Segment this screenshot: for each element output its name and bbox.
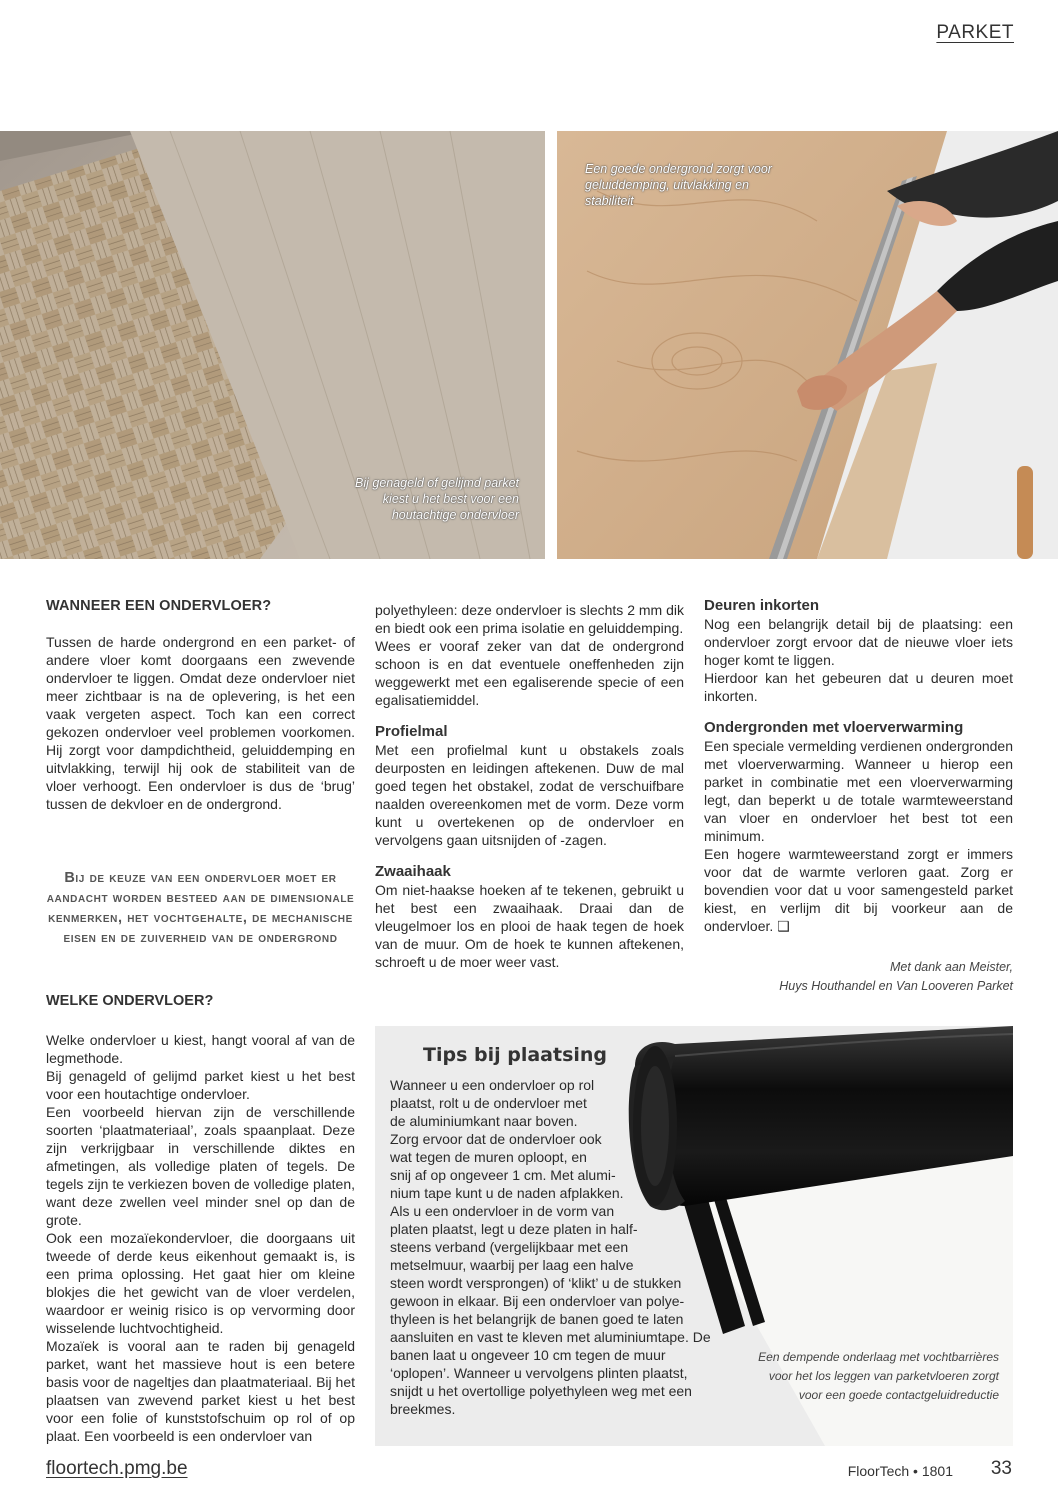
heading-welke: WELKE ONDERVLOER?	[46, 993, 214, 1009]
tips-line: metselmuur, waarbij per laag een halve	[390, 1257, 634, 1273]
tips-line: Zorg ervoor dat de ondervloer ook	[390, 1131, 602, 1147]
heading-wanneer: WANNEER EEN ONDERVLOER?	[46, 598, 272, 614]
acknowledgement	[779, 958, 1013, 996]
paragraph: Mozaïek is vooral aan te raden bij genageld parket, want het massieve hout is een betere basis voor de nageltjes dan plaatmateriaal. Bij het plaatsen van zwevend parket kiest u het best voor een folie of kunststofschuim op rol of op plaat. Een voorbeeld is een ondervloer van	[46, 1338, 355, 1444]
tips-line: Als u een ondervloer in de vorm van	[390, 1203, 615, 1219]
section-tag: PARKET	[936, 22, 1014, 43]
paragraph: Ook een mozaïekondervloer, die doorgaans uit tweede of derde keus eikenhout gemaakt is, is een prima oplossing. Het gaat hier om kleine blokjes die het gewicht van de vloer verdelen, waardoor er weinig risico is op vervorming door wisselende luchtvochtigheid.	[46, 1230, 355, 1336]
paragraph: Bij genageld of gelijmd parket kiest u het best voor een houtachtige ondervloer.	[46, 1068, 355, 1102]
paragraph-deuren-2: Hierdoor kan het gebeuren dat u deuren moet inkorten.	[704, 670, 1013, 704]
paragraph: Een voorbeeld hiervan zijn de verschillende soorten ‘plaatmateriaal’, zoals spaanplaat. Deze zijn verkrijgbaar in verschillende diktes en afmetingen, als volledige platen of tegels. De tegels zijn te verkiezen boven de volledige platen, want deze zwellen veel minder snel op dan de grote.	[46, 1104, 355, 1228]
tips-text	[390, 1076, 711, 1418]
paragraph-profielmal: Met een profielmal kunt u obstakels zoals deurposten en leidingen aftekenen. Duw de mal goed tegen het obstakel, zodat de verschuifbare naalden overeenkomen met de vorm. Deze vorm kunt u overtekenen op de ondervloer en vervolgens gaan uitsnijden of -zagen.	[375, 742, 684, 848]
roll-caption-line: voor een goede contactgeluidreductie	[798, 1388, 999, 1402]
paragraph-vloerverwarming: Een speciale vermelding verdienen ondergronden met vloerverwarming. Wanneer u hierop een parket in combinatie met een vloerverwarming legt, dan beperkt u de totale warmteweerstand van vloer en ondervloer het best tot een minimum.	[704, 738, 1013, 844]
tips-line: breekmes.	[390, 1401, 456, 1417]
tips-line: gewoon in elkaar. Bij een ondervloer van polye-	[390, 1293, 685, 1309]
tips-box	[375, 1026, 1013, 1446]
roll-caption-line: Een dempende onderlaag met vochtbarrières	[758, 1350, 999, 1364]
tips-line: snijdt u het overtollige polyethyleen weg met een	[390, 1383, 692, 1399]
acknowledgement-line: Met dank aan Meister,	[890, 960, 1013, 974]
acknowledgement-line: Huys Houthandel en Van Looveren Parket	[779, 979, 1013, 993]
paragraph: Wees er vooraf zeker van dat de ondergrond schoon is en dat eventuele oneffenheden zijn weggewerkt met een egaliserende specie of een egalisatiemiddel.	[375, 638, 684, 708]
tips-line: de aluminiumkant naar boven.	[390, 1113, 578, 1129]
tips-line: banen laat u ongeveer 10 cm tegen de muur	[390, 1347, 666, 1363]
tips-line: ‘oplopen’. Wanneer u vervolgens plinten plaatst,	[390, 1365, 688, 1381]
column-1-continued	[46, 1031, 355, 1445]
installation-photo	[557, 131, 1058, 559]
heading-zwaaihaak: Zwaaihaak	[375, 863, 451, 880]
roll-caption-line: voor het los leggen van parketvloeren zorgt	[768, 1369, 999, 1383]
tips-line: steens verband (vergelijkbaar met een	[390, 1239, 629, 1255]
tips-line: steen wordt versprongen) of ‘klikt’ u de stukken	[390, 1275, 682, 1291]
paragraph-wanneer: Tussen de harde ondergrond en een parket- of andere vloer komt doorgaans een zwevende ondervloer te liggen. Omdat deze ondervloer niet meer zichtbaar is na de oplevering, is het een vaak vergeten aspect. Toch kan een correct gekozen ondervloer veel problemen voorkomen. Hij zorgt voor dampdichtheid, geluiddemping en uitvlakking, terwijl hij ook de stabiliteit van de vloer verhoogt. Een ondervloer is dus de ‘brug’ tussen de dekvloer en de ondergrond.	[46, 634, 355, 812]
tips-line: platen plaatst, legt u deze platen in half-	[390, 1221, 638, 1237]
heading-vloerverwarming: Ondergronden met vloerverwarming	[704, 719, 964, 736]
tips-line: snij af op ongeveer 1 cm. Met alumi-	[390, 1167, 616, 1183]
roll-caption	[758, 1348, 999, 1405]
column-2	[375, 601, 684, 971]
heading-profielmal: Profielmal	[375, 723, 448, 740]
column-1	[46, 597, 355, 813]
footer-url-link[interactable]: floortech.pmg.be	[46, 1458, 188, 1479]
tips-line: aansluiten en vast te kleven met aluminiumtape. De	[390, 1329, 711, 1345]
heading-deuren: Deuren inkorten	[704, 597, 820, 614]
paragraph: Welke ondervloer u kiest, hangt vooral af van de legmethode.	[46, 1032, 355, 1066]
photo-caption-right: Een goede ondergrond zorgt voor geluiddemping, uitvlakking en stabiliteit	[585, 162, 772, 208]
paragraph-deuren: Nog een belangrijk detail bij de plaatsing: een ondervloer zorgt ervoor dat de nieuwe vloer iets hoger komt te liggen.	[704, 616, 1013, 668]
page-number: 33	[990, 1458, 1012, 1479]
parquet-photo	[0, 131, 545, 559]
pull-quote: Bij de keuze van een ondervloer moet er aandacht worden besteed aan de dimensionale kenmerken, het vochtgehalte, de mechanische eisen en de zuiverheid van de ondergrond	[46, 870, 355, 946]
tips-line: Wanneer u een ondervloer op rol	[390, 1077, 595, 1093]
photo-caption-left: Bij genageld of gelijmd parket kiest u het best voor een houtachtige ondervloer	[355, 476, 519, 522]
paragraph-zwaaihaak: Om niet-haakse hoeken af te tekenen, gebruikt u het best een zwaaihaak. Draai dan de vleugelmoer los en plooi de haak tegen de hoek van de muur. Om de hoek te kunnen aftekenen, schroeft u de moer weer vast.	[375, 882, 684, 970]
column-3	[704, 597, 1013, 935]
tips-title: Tips bij plaatsing	[423, 1044, 608, 1066]
tips-line: thyleen is het belangrijk de banen goed te laten	[390, 1311, 684, 1327]
paragraph: polyethyleen: deze ondervloer is slechts 2 mm dik en biedt ook een prima isolatie en geluiddemping.	[375, 602, 684, 636]
tips-line: wat tegen de muren oploopt, en	[390, 1149, 587, 1165]
footer-magazine: FloorTech • 1801	[847, 1463, 953, 1479]
paragraph-vloerverwarming-2: Een hogere warmteweerstand zorgt er immers voor dat de warmte verloren gaat. Zorg er bovendien voor dat u voor samengesteld parket kiest, en verlijm dit bij voorkeur aan de ondervloer. ❑	[704, 846, 1013, 934]
tips-line: nium tape kunt u de naden afplakken.	[390, 1185, 624, 1201]
tips-line: plaatst, rolt u de ondervloer met	[390, 1095, 587, 1111]
